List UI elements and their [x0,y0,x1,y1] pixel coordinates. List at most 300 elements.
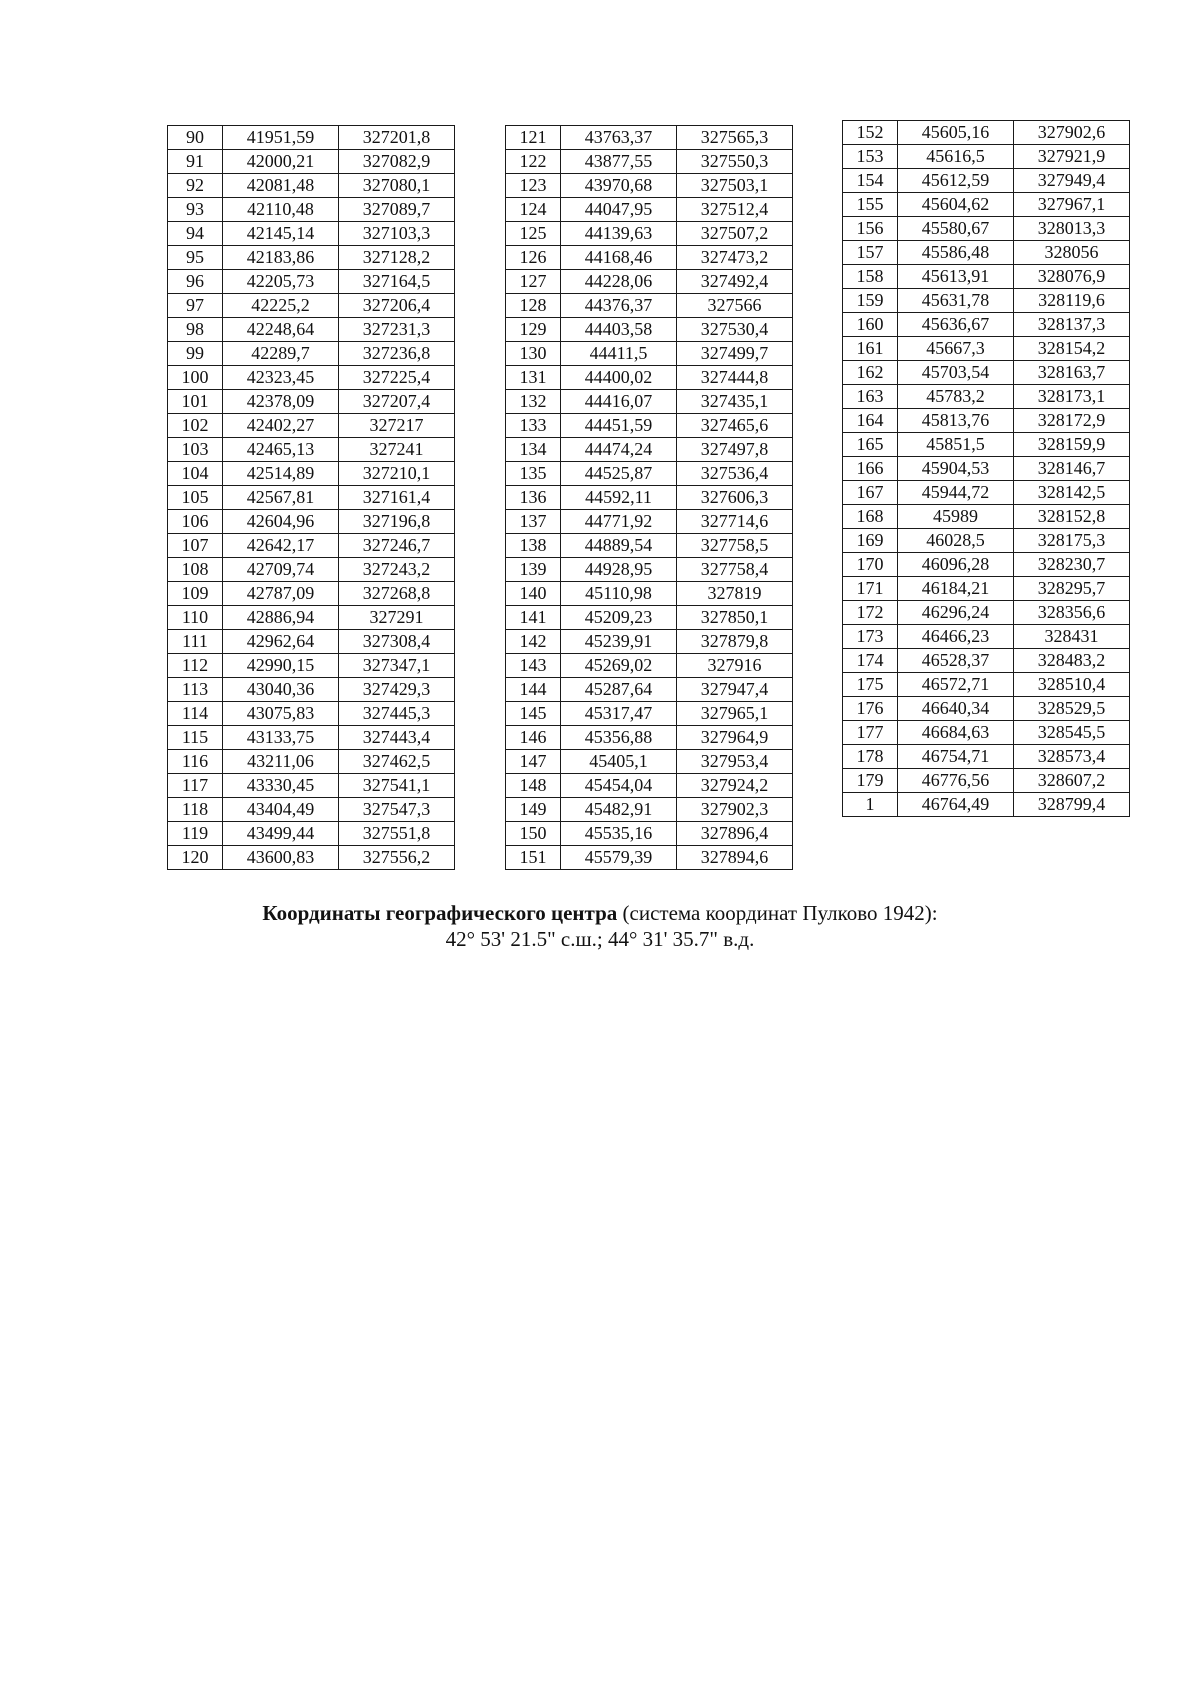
x-coordinate-cell: 45613,91 [898,265,1014,289]
point-number-cell: 155 [843,193,898,217]
table-row [506,318,793,342]
point-number-cell: 97 [168,294,223,318]
point-number-cell: 152 [843,121,898,145]
x-coordinate-cell: 43877,55 [561,150,677,174]
y-coordinate-cell: 328137,3 [1014,313,1130,337]
table-row [168,222,455,246]
table-row [843,193,1130,217]
x-coordinate-cell: 45636,67 [898,313,1014,337]
x-coordinate-cell: 44525,87 [561,462,677,486]
point-number-cell: 100 [168,366,223,390]
table-row [506,462,793,486]
point-number-cell: 154 [843,169,898,193]
table-row [506,150,793,174]
y-coordinate-cell: 327161,4 [339,486,455,510]
y-coordinate-cell: 328483,2 [1014,649,1130,673]
table-row [506,246,793,270]
y-coordinate-cell: 328356,6 [1014,601,1130,625]
x-coordinate-cell: 45454,04 [561,774,677,798]
table-row [168,534,455,558]
table-row [506,822,793,846]
table-row [506,630,793,654]
y-coordinate-cell: 327850,1 [677,606,793,630]
point-number-cell: 178 [843,745,898,769]
point-number-cell: 96 [168,270,223,294]
table-row [843,337,1130,361]
x-coordinate-cell: 42378,09 [223,390,339,414]
x-coordinate-cell: 46028,5 [898,529,1014,553]
x-coordinate-cell: 45317,47 [561,702,677,726]
y-coordinate-cell: 327512,4 [677,198,793,222]
y-coordinate-cell: 328154,2 [1014,337,1130,361]
table-row [506,798,793,822]
table-row [843,217,1130,241]
table-row [843,241,1130,265]
x-coordinate-cell: 46096,28 [898,553,1014,577]
table-row [168,294,455,318]
y-coordinate-cell: 327201,8 [339,126,455,150]
table-row [168,750,455,774]
point-number-cell: 160 [843,313,898,337]
x-coordinate-cell: 43970,68 [561,174,677,198]
table-row [843,529,1130,553]
table-row [843,745,1130,769]
y-coordinate-cell: 327196,8 [339,510,455,534]
point-number-cell: 139 [506,558,561,582]
table-row [168,270,455,294]
x-coordinate-cell: 44928,95 [561,558,677,582]
table-body [506,126,793,870]
table-row [843,505,1130,529]
table-row [168,486,455,510]
table-row [168,606,455,630]
table-row [843,793,1130,817]
point-number-cell: 133 [506,414,561,438]
point-number-cell: 121 [506,126,561,150]
table-row [168,654,455,678]
y-coordinate-cell: 328172,9 [1014,409,1130,433]
table-row [506,846,793,870]
x-coordinate-cell: 46528,37 [898,649,1014,673]
y-coordinate-cell: 327217 [339,414,455,438]
x-coordinate-cell: 45579,39 [561,846,677,870]
geographic-center-heading: Координаты географического центра [262,901,618,925]
table-row [506,366,793,390]
y-coordinate-cell: 327207,4 [339,390,455,414]
x-coordinate-cell: 46764,49 [898,793,1014,817]
x-coordinate-cell: 42886,94 [223,606,339,630]
point-number-cell: 117 [168,774,223,798]
x-coordinate-cell: 42183,86 [223,246,339,270]
y-coordinate-cell: 327967,1 [1014,193,1130,217]
point-number-cell: 95 [168,246,223,270]
point-number-cell: 90 [168,126,223,150]
y-coordinate-cell: 328431 [1014,625,1130,649]
y-coordinate-cell: 327902,6 [1014,121,1130,145]
point-number-cell: 92 [168,174,223,198]
y-coordinate-cell: 327949,4 [1014,169,1130,193]
y-coordinate-cell: 327547,3 [339,798,455,822]
table-row [168,462,455,486]
table-row [843,601,1130,625]
y-coordinate-cell: 328056 [1014,241,1130,265]
x-coordinate-cell: 42514,89 [223,462,339,486]
table-row [506,582,793,606]
table-row [506,702,793,726]
point-number-cell: 166 [843,457,898,481]
table-row [843,169,1130,193]
y-coordinate-cell: 327541,1 [339,774,455,798]
y-coordinate-cell: 328607,2 [1014,769,1130,793]
point-number-cell: 167 [843,481,898,505]
point-number-cell: 134 [506,438,561,462]
x-coordinate-cell: 45667,3 [898,337,1014,361]
table-row [506,342,793,366]
point-number-cell: 169 [843,529,898,553]
x-coordinate-cell: 42289,7 [223,342,339,366]
x-coordinate-cell: 44592,11 [561,486,677,510]
y-coordinate-cell: 328230,7 [1014,553,1130,577]
x-coordinate-cell: 45287,64 [561,678,677,702]
table-row [506,174,793,198]
x-coordinate-cell: 45783,2 [898,385,1014,409]
point-number-cell: 114 [168,702,223,726]
y-coordinate-cell: 327443,4 [339,726,455,750]
x-coordinate-cell: 46184,21 [898,577,1014,601]
y-coordinate-cell: 327210,1 [339,462,455,486]
point-number-cell: 126 [506,246,561,270]
y-coordinate-cell: 327246,7 [339,534,455,558]
point-number-cell: 143 [506,654,561,678]
x-coordinate-cell: 42642,17 [223,534,339,558]
point-number-cell: 146 [506,726,561,750]
table-row [168,174,455,198]
y-coordinate-cell: 328799,4 [1014,793,1130,817]
x-coordinate-cell: 46572,71 [898,673,1014,697]
table-row [168,822,455,846]
table-row [843,625,1130,649]
y-coordinate-cell: 327291 [339,606,455,630]
y-coordinate-cell: 328013,3 [1014,217,1130,241]
geographic-center-coordinates: 42° 53' 21.5" с.ш.; 44° 31' 35.7" в.д. [445,927,755,951]
table-row [506,678,793,702]
table-row [506,510,793,534]
point-number-cell: 138 [506,534,561,558]
table-row [843,553,1130,577]
point-number-cell: 124 [506,198,561,222]
y-coordinate-cell: 327530,4 [677,318,793,342]
x-coordinate-cell: 43075,83 [223,702,339,726]
table-row [843,313,1130,337]
y-coordinate-cell: 327921,9 [1014,145,1130,169]
x-coordinate-cell: 46466,23 [898,625,1014,649]
x-coordinate-cell: 46640,34 [898,697,1014,721]
point-number-cell: 99 [168,342,223,366]
y-coordinate-cell: 327231,3 [339,318,455,342]
point-number-cell: 130 [506,342,561,366]
table-row [168,342,455,366]
point-number-cell: 161 [843,337,898,361]
table-row [506,198,793,222]
point-number-cell: 177 [843,721,898,745]
point-number-cell: 123 [506,174,561,198]
y-coordinate-cell: 327206,4 [339,294,455,318]
y-coordinate-cell: 327894,6 [677,846,793,870]
point-number-cell: 174 [843,649,898,673]
x-coordinate-cell: 41951,59 [223,126,339,150]
x-coordinate-cell: 42709,74 [223,558,339,582]
point-number-cell: 144 [506,678,561,702]
y-coordinate-cell: 327465,6 [677,414,793,438]
point-number-cell: 110 [168,606,223,630]
x-coordinate-cell: 44771,92 [561,510,677,534]
point-number-cell: 147 [506,750,561,774]
y-coordinate-cell: 328146,7 [1014,457,1130,481]
table-row [168,510,455,534]
y-coordinate-cell: 328295,7 [1014,577,1130,601]
x-coordinate-cell: 46776,56 [898,769,1014,793]
y-coordinate-cell: 328142,5 [1014,481,1130,505]
x-coordinate-cell: 45604,62 [898,193,1014,217]
x-coordinate-cell: 44168,46 [561,246,677,270]
point-number-cell: 102 [168,414,223,438]
y-coordinate-cell: 327551,8 [339,822,455,846]
x-coordinate-cell: 42248,64 [223,318,339,342]
y-coordinate-cell: 327164,5 [339,270,455,294]
y-coordinate-cell: 327953,4 [677,750,793,774]
y-coordinate-cell: 328159,9 [1014,433,1130,457]
x-coordinate-cell: 43211,06 [223,750,339,774]
y-coordinate-cell: 327080,1 [339,174,455,198]
table-row [168,366,455,390]
point-number-cell: 153 [843,145,898,169]
table-row [506,438,793,462]
x-coordinate-cell: 45209,23 [561,606,677,630]
y-coordinate-cell: 327473,2 [677,246,793,270]
y-coordinate-cell: 327924,2 [677,774,793,798]
point-number-cell: 171 [843,577,898,601]
table-row [168,438,455,462]
x-coordinate-cell: 45535,16 [561,822,677,846]
table-row [506,390,793,414]
x-coordinate-cell: 46684,63 [898,721,1014,745]
y-coordinate-cell: 327550,3 [677,150,793,174]
y-coordinate-cell: 328119,6 [1014,289,1130,313]
x-coordinate-cell: 42962,64 [223,630,339,654]
x-coordinate-cell: 45904,53 [898,457,1014,481]
y-coordinate-cell: 327536,4 [677,462,793,486]
x-coordinate-cell: 45269,02 [561,654,677,678]
y-coordinate-cell: 328173,1 [1014,385,1130,409]
table-row [168,126,455,150]
x-coordinate-cell: 43499,44 [223,822,339,846]
table-row [168,846,455,870]
table-row [168,246,455,270]
point-number-cell: 142 [506,630,561,654]
point-number-cell: 94 [168,222,223,246]
y-coordinate-cell: 328175,3 [1014,529,1130,553]
table-row [168,318,455,342]
point-number-cell: 151 [506,846,561,870]
table-body [168,126,455,870]
table-row [506,654,793,678]
y-coordinate-cell: 327896,4 [677,822,793,846]
y-coordinate-cell: 327758,5 [677,534,793,558]
x-coordinate-cell: 44376,37 [561,294,677,318]
coordinates-table-1 [167,125,455,870]
table-row [168,558,455,582]
table-row [506,222,793,246]
x-coordinate-cell: 43763,37 [561,126,677,150]
x-coordinate-cell: 45356,88 [561,726,677,750]
x-coordinate-cell: 46754,71 [898,745,1014,769]
table-row [843,457,1130,481]
x-coordinate-cell: 42402,27 [223,414,339,438]
y-coordinate-cell: 327499,7 [677,342,793,366]
point-number-cell: 168 [843,505,898,529]
y-coordinate-cell: 327492,4 [677,270,793,294]
table-row [168,150,455,174]
x-coordinate-cell: 42990,15 [223,654,339,678]
table-row [843,265,1130,289]
x-coordinate-cell: 45586,48 [898,241,1014,265]
y-coordinate-cell: 327566 [677,294,793,318]
x-coordinate-cell: 44474,24 [561,438,677,462]
x-coordinate-cell: 46296,24 [898,601,1014,625]
y-coordinate-cell: 327879,8 [677,630,793,654]
point-number-cell: 149 [506,798,561,822]
x-coordinate-cell: 42567,81 [223,486,339,510]
x-coordinate-cell: 45612,59 [898,169,1014,193]
geographic-center-caption [100,900,1100,926]
table-row [168,390,455,414]
y-coordinate-cell: 327103,3 [339,222,455,246]
table-row [506,270,793,294]
table-row [843,409,1130,433]
x-coordinate-cell: 45616,5 [898,145,1014,169]
point-number-cell: 118 [168,798,223,822]
table-row [843,361,1130,385]
table-row [168,630,455,654]
x-coordinate-cell: 43330,45 [223,774,339,798]
y-coordinate-cell: 327462,5 [339,750,455,774]
table-body [843,121,1130,817]
y-coordinate-cell: 327916 [677,654,793,678]
table-row [843,145,1130,169]
y-coordinate-cell: 327225,4 [339,366,455,390]
y-coordinate-cell: 327444,8 [677,366,793,390]
y-coordinate-cell: 328573,4 [1014,745,1130,769]
point-number-cell: 172 [843,601,898,625]
x-coordinate-cell: 42110,48 [223,198,339,222]
x-coordinate-cell: 45110,98 [561,582,677,606]
y-coordinate-cell: 327758,4 [677,558,793,582]
y-coordinate-cell: 327445,3 [339,702,455,726]
point-number-cell: 119 [168,822,223,846]
point-number-cell: 179 [843,769,898,793]
x-coordinate-cell: 45944,72 [898,481,1014,505]
x-coordinate-cell: 43404,49 [223,798,339,822]
coordinates-table-3 [842,120,1130,817]
y-coordinate-cell: 327435,1 [677,390,793,414]
point-number-cell: 164 [843,409,898,433]
x-coordinate-cell: 44403,58 [561,318,677,342]
table-row [843,721,1130,745]
y-coordinate-cell: 328545,5 [1014,721,1130,745]
table-row [168,678,455,702]
table-row [506,726,793,750]
x-coordinate-cell: 42081,48 [223,174,339,198]
x-coordinate-cell: 44411,5 [561,342,677,366]
table-row [843,121,1130,145]
table-row [506,294,793,318]
x-coordinate-cell: 45580,67 [898,217,1014,241]
x-coordinate-cell: 45482,91 [561,798,677,822]
point-number-cell: 150 [506,822,561,846]
table-row [843,769,1130,793]
y-coordinate-cell: 328510,4 [1014,673,1130,697]
x-coordinate-cell: 45405,1 [561,750,677,774]
y-coordinate-cell: 327347,1 [339,654,455,678]
x-coordinate-cell: 44451,59 [561,414,677,438]
coordinate-system-label: (система координат Пулково 1942): [617,901,938,925]
y-coordinate-cell: 327128,2 [339,246,455,270]
point-number-cell: 107 [168,534,223,558]
x-coordinate-cell: 45813,76 [898,409,1014,433]
x-coordinate-cell: 42465,13 [223,438,339,462]
point-number-cell: 141 [506,606,561,630]
point-number-cell: 125 [506,222,561,246]
point-number-cell: 104 [168,462,223,486]
point-number-cell: 175 [843,673,898,697]
point-number-cell: 112 [168,654,223,678]
table-row [168,774,455,798]
point-number-cell: 1 [843,793,898,817]
table-row [168,198,455,222]
table-row [843,433,1130,457]
table-row [168,582,455,606]
y-coordinate-cell: 328529,5 [1014,697,1130,721]
table-row [506,414,793,438]
x-coordinate-cell: 45989 [898,505,1014,529]
point-number-cell: 148 [506,774,561,798]
y-coordinate-cell: 327965,1 [677,702,793,726]
table-row [843,697,1130,721]
point-number-cell: 162 [843,361,898,385]
point-number-cell: 173 [843,625,898,649]
x-coordinate-cell: 42225,2 [223,294,339,318]
coordinates-table-2 [505,125,793,870]
point-number-cell: 132 [506,390,561,414]
x-coordinate-cell: 44400,02 [561,366,677,390]
x-coordinate-cell: 44047,95 [561,198,677,222]
x-coordinate-cell: 42323,45 [223,366,339,390]
table-row [506,750,793,774]
y-coordinate-cell: 327308,4 [339,630,455,654]
point-number-cell: 135 [506,462,561,486]
y-coordinate-cell: 327503,1 [677,174,793,198]
table-row [843,289,1130,313]
y-coordinate-cell: 327565,3 [677,126,793,150]
y-coordinate-cell: 327243,2 [339,558,455,582]
x-coordinate-cell: 44139,63 [561,222,677,246]
point-number-cell: 120 [168,846,223,870]
table-row [506,558,793,582]
point-number-cell: 165 [843,433,898,457]
y-coordinate-cell: 327236,8 [339,342,455,366]
y-coordinate-cell: 327556,2 [339,846,455,870]
point-number-cell: 159 [843,289,898,313]
